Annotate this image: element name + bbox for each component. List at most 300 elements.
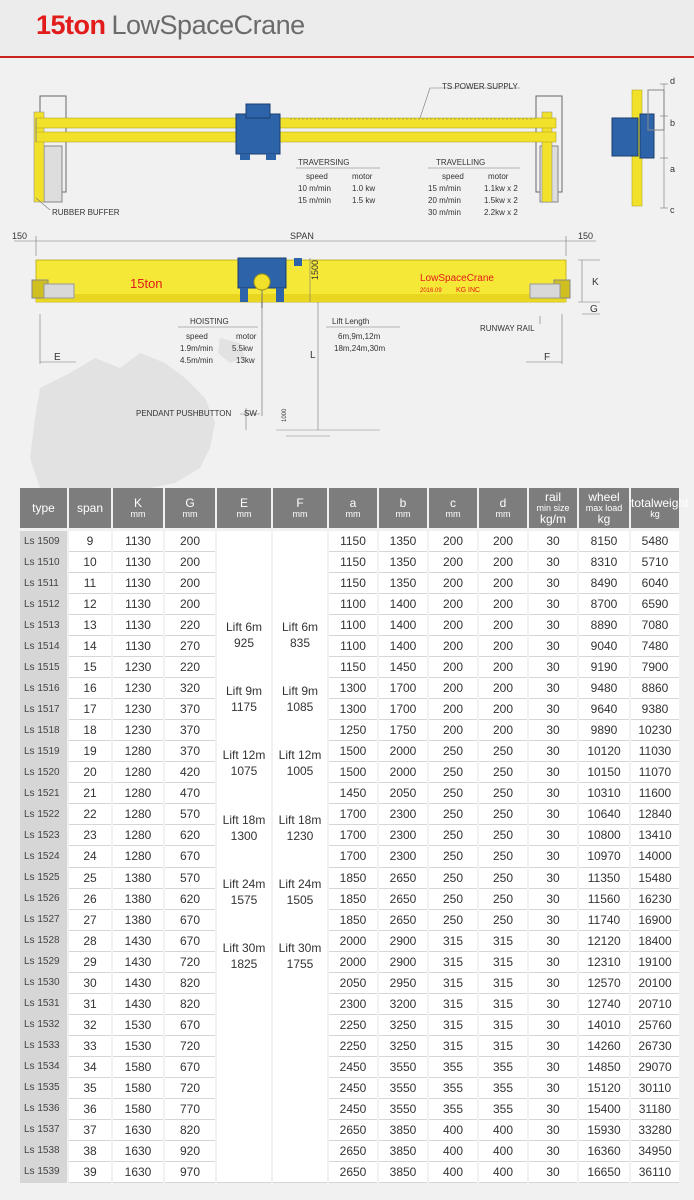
e-lift-value: 1075: [230, 764, 258, 779]
cell-total: 8860: [630, 678, 680, 699]
cell-type: Ls 1522: [20, 804, 68, 825]
e-lift-label: Lift 6m: [225, 620, 262, 634]
l-dimension-label: L: [310, 350, 316, 361]
cell-k: 1130: [112, 573, 164, 594]
beam-capacity-label: 15ton: [130, 276, 163, 291]
cell-type: Ls 1519: [20, 741, 68, 762]
cell-rail: 30: [528, 951, 578, 972]
cell-total: 7900: [630, 657, 680, 678]
cell-span: 16: [68, 678, 112, 699]
cell-d: 355: [478, 1056, 528, 1077]
f-lift-value: 1230: [286, 828, 314, 843]
cell-k: 1430: [112, 930, 164, 951]
cell-b: 2650: [378, 909, 428, 930]
cell-g: 370: [164, 699, 216, 720]
cell-total: 6040: [630, 573, 680, 594]
travelling-motor-0: 1.1kw x 2: [484, 184, 518, 193]
cell-total: 20100: [630, 972, 680, 993]
cell-wheel: 14850: [578, 1056, 630, 1077]
cell-b: 1350: [378, 552, 428, 573]
cell-total: 26730: [630, 1035, 680, 1056]
cell-g: 370: [164, 741, 216, 762]
cell-d: 400: [478, 1119, 528, 1140]
table-row: [20, 825, 680, 846]
cell-k: 1580: [112, 1077, 164, 1098]
cell-d: 250: [478, 804, 528, 825]
cell-c: 200: [428, 552, 478, 573]
traversing-speed-1: 15 m/min: [298, 196, 331, 205]
cell-d: 400: [478, 1140, 528, 1161]
e-lift-label: Lift 24m: [222, 876, 266, 891]
cell-span: 34: [68, 1056, 112, 1077]
cell-wheel: 12120: [578, 930, 630, 951]
e-lift-value: 925: [233, 636, 255, 650]
cell-a: 2250: [328, 1035, 378, 1056]
cell-b: 2300: [378, 825, 428, 846]
table-row: [20, 951, 680, 972]
f-lift-label: Lift 9m: [281, 684, 318, 699]
e-lift-label: Lift 18m: [222, 812, 266, 827]
hoisting-motor-0: 5.5kw: [232, 344, 253, 353]
traversing-speed-0: 10 m/min: [298, 184, 331, 193]
cell-span: 33: [68, 1035, 112, 1056]
cell-a: 1100: [328, 636, 378, 657]
cell-g: 200: [164, 594, 216, 615]
cell-b: 3200: [378, 993, 428, 1014]
cell-a: 1850: [328, 888, 378, 909]
crane-diagram: [0, 58, 694, 488]
cell-b: 1450: [378, 657, 428, 678]
cell-c: 315: [428, 972, 478, 993]
cell-total: 15480: [630, 867, 680, 888]
cell-rail: 30: [528, 1140, 578, 1161]
cell-a: 2650: [328, 1119, 378, 1140]
dim-1500-label: 1500: [310, 259, 320, 280]
table-row: [20, 699, 680, 720]
cell-b: 1400: [378, 636, 428, 657]
cell-rail: 30: [528, 615, 578, 636]
f-lift-label: Lift 24m: [278, 876, 322, 891]
table-row: [20, 615, 680, 636]
cell-type: Ls 1527: [20, 909, 68, 930]
cell-c: 315: [428, 1014, 478, 1035]
header-f: F mm: [272, 488, 328, 530]
table-row: [20, 1035, 680, 1056]
f-lift-value: 1755: [286, 957, 314, 971]
cell-span: 26: [68, 888, 112, 909]
cell-d: 355: [478, 1098, 528, 1119]
cell-wheel: 15400: [578, 1098, 630, 1119]
cell-k: 1380: [112, 888, 164, 909]
cell-span: 12: [68, 594, 112, 615]
cell-c: 315: [428, 951, 478, 972]
cell-a: 2450: [328, 1077, 378, 1098]
cell-total: 31180: [630, 1098, 680, 1119]
cell-type: Ls 1516: [20, 678, 68, 699]
traversing-title: TRAVERSING: [298, 158, 350, 167]
cell-c: 315: [428, 1035, 478, 1056]
cell-type: Ls 1514: [20, 636, 68, 657]
e-value-lift: [217, 683, 271, 715]
title-capacity: 15ton: [36, 10, 106, 40]
f-lift-label: Lift 12m: [278, 748, 322, 763]
cell-wheel: 9190: [578, 657, 630, 678]
header-a: a mm: [328, 488, 378, 530]
cell-total: 9380: [630, 699, 680, 720]
cell-wheel: 8890: [578, 615, 630, 636]
cell-wheel: 9890: [578, 720, 630, 741]
cell-k: 1280: [112, 783, 164, 804]
cell-b: 1350: [378, 530, 428, 552]
cell-total: 14000: [630, 846, 680, 867]
cell-total: 18400: [630, 930, 680, 951]
cell-type: Ls 1528: [20, 930, 68, 951]
cell-span: 38: [68, 1140, 112, 1161]
cell-c: 200: [428, 657, 478, 678]
ts-power-supply-label: TS POWER SUPPLY: [442, 82, 518, 91]
cell-wheel: 8490: [578, 573, 630, 594]
f-value-lift: [273, 812, 327, 844]
cell-c: 200: [428, 699, 478, 720]
cell-type: Ls 1517: [20, 699, 68, 720]
f-value-lift: [273, 747, 327, 779]
cell-total: 11600: [630, 783, 680, 804]
cell-g: 670: [164, 1056, 216, 1077]
cell-a: 1150: [328, 657, 378, 678]
cell-d: 200: [478, 594, 528, 615]
table-row: [20, 1056, 680, 1077]
cell-b: 2650: [378, 867, 428, 888]
cell-k: 1280: [112, 741, 164, 762]
cell-span: 20: [68, 762, 112, 783]
cell-k: 1280: [112, 804, 164, 825]
hoisting-speed-1: 4.5m/min: [180, 356, 213, 365]
cell-b: 3550: [378, 1098, 428, 1119]
cell-rail: 30: [528, 972, 578, 993]
cell-d: 355: [478, 1077, 528, 1098]
cell-b: 2050: [378, 783, 428, 804]
cell-span: 10: [68, 552, 112, 573]
cell-type: Ls 1526: [20, 888, 68, 909]
cell-span: 37: [68, 1119, 112, 1140]
travelling-col-speed: speed: [442, 172, 464, 181]
cell-b: 1400: [378, 594, 428, 615]
dim-1000-label: 1000: [282, 408, 288, 422]
cell-d: 250: [478, 846, 528, 867]
cell-d: 250: [478, 741, 528, 762]
cell-total: 19100: [630, 951, 680, 972]
header-b: b mm: [378, 488, 428, 530]
cell-span: 35: [68, 1077, 112, 1098]
cell-g: 920: [164, 1140, 216, 1161]
cell-b: 3250: [378, 1014, 428, 1035]
cell-g: 670: [164, 846, 216, 867]
e-value-lift: [217, 876, 271, 908]
cell-rail: 30: [528, 993, 578, 1014]
travelling-motor-2: 2.2kw x 2: [484, 208, 518, 217]
cell-b: 3850: [378, 1119, 428, 1140]
cell-b: 2300: [378, 804, 428, 825]
e-lift-label: Lift 12m: [222, 748, 266, 763]
cell-type: Ls 1524: [20, 846, 68, 867]
cell-total: 30110: [630, 1077, 680, 1098]
cell-a: 1150: [328, 552, 378, 573]
cell-a: 1100: [328, 594, 378, 615]
cell-k: 1230: [112, 657, 164, 678]
cell-total: 16900: [630, 909, 680, 930]
side-label-b: b: [670, 118, 676, 128]
k-dimension-label: K: [592, 277, 599, 288]
cell-c: 250: [428, 804, 478, 825]
table-row: [20, 1140, 680, 1161]
traversing-col-motor: motor: [352, 172, 373, 181]
e-value-lift: [217, 619, 271, 651]
cell-d: 315: [478, 972, 528, 993]
cell-k: 1230: [112, 678, 164, 699]
cell-span: 23: [68, 825, 112, 846]
table-row: [20, 530, 680, 552]
cell-c: 200: [428, 530, 478, 552]
cell-type: Ls 1535: [20, 1077, 68, 1098]
f-lift-label: Lift 18m: [278, 812, 322, 827]
cell-d: 315: [478, 993, 528, 1014]
cell-c: 250: [428, 867, 478, 888]
cell-a: 1100: [328, 615, 378, 636]
cell-span: 14: [68, 636, 112, 657]
runway-rail-label: RUNWAY RAIL: [480, 324, 535, 333]
cell-rail: 30: [528, 657, 578, 678]
cell-wheel: 11560: [578, 888, 630, 909]
table-row: [20, 993, 680, 1014]
cell-c: 200: [428, 573, 478, 594]
cell-rail: 30: [528, 804, 578, 825]
cell-c: 315: [428, 993, 478, 1014]
travelling-speed-0: 15 m/min: [428, 184, 461, 193]
f-lift-label: Lift 30m: [278, 941, 322, 955]
header-span: span: [68, 488, 112, 530]
header-e: E mm: [216, 488, 272, 530]
cell-c: 250: [428, 888, 478, 909]
cell-total: 16230: [630, 888, 680, 909]
cell-wheel: 8700: [578, 594, 630, 615]
cell-span: 13: [68, 615, 112, 636]
cell-wheel: 10310: [578, 783, 630, 804]
header-k: K mm: [112, 488, 164, 530]
table-row: [20, 1077, 680, 1098]
cell-type: Ls 1533: [20, 1035, 68, 1056]
cell-rail: 30: [528, 1119, 578, 1140]
traversing-motor-1: 1.5 kw: [352, 196, 376, 205]
cell-c: 200: [428, 594, 478, 615]
traversing-col-speed: speed: [306, 172, 328, 181]
cell-type: Ls 1520: [20, 762, 68, 783]
cell-a: 2450: [328, 1056, 378, 1077]
cell-k: 1130: [112, 530, 164, 552]
hoisting-col-speed: speed: [186, 332, 208, 341]
map-background: [30, 353, 215, 488]
table-row: [20, 762, 680, 783]
cell-rail: 30: [528, 825, 578, 846]
cell-k: 1130: [112, 636, 164, 657]
cell-d: 315: [478, 1014, 528, 1035]
e-value-lift: [217, 940, 271, 972]
cell-d: 250: [478, 762, 528, 783]
cell-total: 12840: [630, 804, 680, 825]
header-total: totalweight kg: [630, 488, 680, 530]
cell-k: 1530: [112, 1035, 164, 1056]
cell-span: 22: [68, 804, 112, 825]
cell-type: Ls 1512: [20, 594, 68, 615]
header-rail: rail min size kg/m: [528, 488, 578, 530]
cell-g: 220: [164, 615, 216, 636]
cell-rail: 30: [528, 1077, 578, 1098]
cell-g: 570: [164, 867, 216, 888]
cell-g: 670: [164, 909, 216, 930]
f-lift-value: 1505: [286, 892, 314, 907]
page-title: [36, 10, 305, 41]
cell-d: 200: [478, 573, 528, 594]
table-row: [20, 930, 680, 951]
cell-a: 1700: [328, 825, 378, 846]
cell-type: Ls 1530: [20, 972, 68, 993]
cell-type: Ls 1515: [20, 657, 68, 678]
cell-rail: 30: [528, 552, 578, 573]
cell-d: 250: [478, 783, 528, 804]
cell-d: 250: [478, 909, 528, 930]
hoisting-speed-0: 1.9m/min: [180, 344, 213, 353]
cell-span: 9: [68, 530, 112, 552]
side-label-d: d: [670, 76, 676, 86]
cell-type: Ls 1509: [20, 530, 68, 552]
cell-k: 1630: [112, 1119, 164, 1140]
cell-k: 1430: [112, 951, 164, 972]
travelling-motor-1: 1.5kw x 2: [484, 196, 518, 205]
spec-table: [20, 488, 689, 1183]
cell-d: 250: [478, 867, 528, 888]
cell-a: 2650: [328, 1161, 378, 1182]
cell-b: 2900: [378, 951, 428, 972]
cell-wheel: 8150: [578, 530, 630, 552]
cell-span: 25: [68, 867, 112, 888]
cell-a: 2450: [328, 1098, 378, 1119]
table-row: [20, 573, 680, 594]
table-row: [20, 552, 680, 573]
cell-k: 1380: [112, 867, 164, 888]
e-value-lift: [217, 812, 271, 844]
cell-rail: 30: [528, 909, 578, 930]
cell-b: 2900: [378, 930, 428, 951]
cell-span: 24: [68, 846, 112, 867]
f-lift-label: Lift 6m: [281, 620, 318, 634]
e-value-lift: [217, 747, 271, 779]
table-row: [20, 1014, 680, 1035]
cell-span: 15: [68, 657, 112, 678]
cell-g: 570: [164, 804, 216, 825]
cell-k: 1230: [112, 699, 164, 720]
cell-wheel: 16650: [578, 1161, 630, 1182]
cell-c: 400: [428, 1161, 478, 1182]
table-row: [20, 741, 680, 762]
cell-wheel: 14260: [578, 1035, 630, 1056]
lift-length-title: Lift Length: [332, 317, 370, 326]
cell-type: Ls 1539: [20, 1161, 68, 1182]
e-lift-value: 1825: [230, 957, 258, 971]
cell-type: Ls 1534: [20, 1056, 68, 1077]
cell-type: Ls 1531: [20, 993, 68, 1014]
cell-d: 200: [478, 552, 528, 573]
cell-a: 1850: [328, 867, 378, 888]
cell-wheel: 12310: [578, 951, 630, 972]
dim-150-right: 150: [578, 231, 594, 241]
cell-span: 19: [68, 741, 112, 762]
cell-b: 3850: [378, 1140, 428, 1161]
cell-g: 770: [164, 1098, 216, 1119]
cell-rail: 30: [528, 1056, 578, 1077]
e-lift-value: 1575: [230, 892, 258, 907]
cell-rail: 30: [528, 1035, 578, 1056]
table-row: [20, 888, 680, 909]
span-label: SPAN: [290, 231, 314, 241]
cell-g: 320: [164, 678, 216, 699]
cell-span: 18: [68, 720, 112, 741]
spec-table-body: [20, 530, 680, 1183]
cell-d: 200: [478, 699, 528, 720]
cell-g: 270: [164, 636, 216, 657]
cell-k: 1530: [112, 1014, 164, 1035]
cell-rail: 30: [528, 1161, 578, 1182]
table-row: [20, 804, 680, 825]
cell-wheel: 10800: [578, 825, 630, 846]
cell-d: 250: [478, 825, 528, 846]
table-row: [20, 678, 680, 699]
cell-a: 1300: [328, 699, 378, 720]
page-header: [0, 0, 694, 58]
cell-c: 250: [428, 909, 478, 930]
cell-d: 200: [478, 720, 528, 741]
cell-wheel: 12570: [578, 972, 630, 993]
cell-e-merged: [216, 530, 272, 1183]
cell-type: Ls 1538: [20, 1140, 68, 1161]
cell-total: 29070: [630, 1056, 680, 1077]
cell-total: 11070: [630, 762, 680, 783]
cell-f-merged: [272, 530, 328, 1183]
cell-span: 31: [68, 993, 112, 1014]
cell-c: 200: [428, 720, 478, 741]
cell-wheel: 9480: [578, 678, 630, 699]
cell-a: 1250: [328, 720, 378, 741]
cell-rail: 30: [528, 930, 578, 951]
cell-a: 1500: [328, 741, 378, 762]
cell-g: 820: [164, 1119, 216, 1140]
f-value-lift: [273, 876, 327, 908]
cell-total: 20710: [630, 993, 680, 1014]
cell-k: 1280: [112, 846, 164, 867]
cell-rail: 30: [528, 636, 578, 657]
cell-total: 7080: [630, 615, 680, 636]
cell-k: 1280: [112, 825, 164, 846]
cell-rail: 30: [528, 594, 578, 615]
cell-a: 1700: [328, 846, 378, 867]
cell-total: 13410: [630, 825, 680, 846]
cell-total: 10230: [630, 720, 680, 741]
cell-d: 400: [478, 1161, 528, 1182]
cell-g: 970: [164, 1161, 216, 1182]
cell-rail: 30: [528, 720, 578, 741]
e-dimension-label: E: [54, 352, 61, 363]
cell-d: 200: [478, 615, 528, 636]
cell-wheel: 10120: [578, 741, 630, 762]
cell-wheel: 14010: [578, 1014, 630, 1035]
